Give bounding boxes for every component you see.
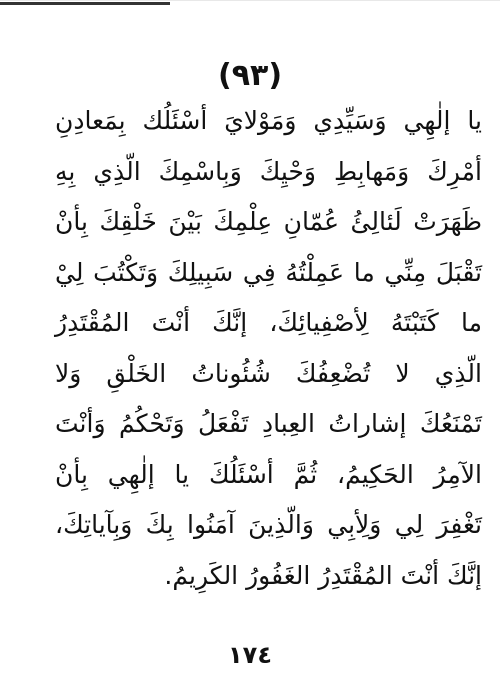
prayer-text-block [55,96,482,601]
text-line: الّذِي لا تُضْعِفُكَ شُئُوناتُ الخَلْقِ وَلا [55,358,482,388]
prayer-number-heading: (٩٣) [217,58,283,93]
text-line: ما كَتَبْتَهُ لِأصْفِيائِكَ، إنَّكَ أنْتَ المُقْتَدِرُ [55,308,482,337]
page-number: ١٧٤ [228,641,272,669]
text-line: تَمْنَعُكَ إشاراتُ العِبادِ تَفْعَلُ وَتَحْكُمُ وَأنْتَ [55,409,482,438]
text-line: يا إلٰهِي وَسَيِّدِي وَمَوْلايَ أسْئَلُك بِمَعادِنِ [55,106,482,135]
top-scan-rule [0,2,170,5]
text-line: الآمِرُ الحَكِيمُ، ثُمَّ أسْئَلُكَ يا إلٰهِي بِأنْ [55,459,482,489]
text-line-final: إنَّكَ أنْتَ المُقْتَدِرُ الغَفُورُ الكَرِيمُ. [164,560,482,590]
top-edge-line [0,0,500,1]
text-line: ظَهَرَتْ لَئالِئُ عُمّانِ عِلْمِكَ بَيْنَ خَلْقِكَ بِأنْ [55,207,482,236]
text-line: تَغْفِرَ لِي وَلِأبِي وَالّذِينَ آمَنُوا بِكَ وَبِآياتِكَ، [55,510,482,539]
text-line: تَقْبَلَ مِنِّي ما عَمِلْتُهُ فِي سَبِيلِكَ وَتَكْتُبَ لِيْ [55,257,482,287]
text-line: أمْرِكَ وَمَهابِطِ وَحْيِكَ وَبِاسْمِكَ الّذِي بِهِ [55,156,482,186]
